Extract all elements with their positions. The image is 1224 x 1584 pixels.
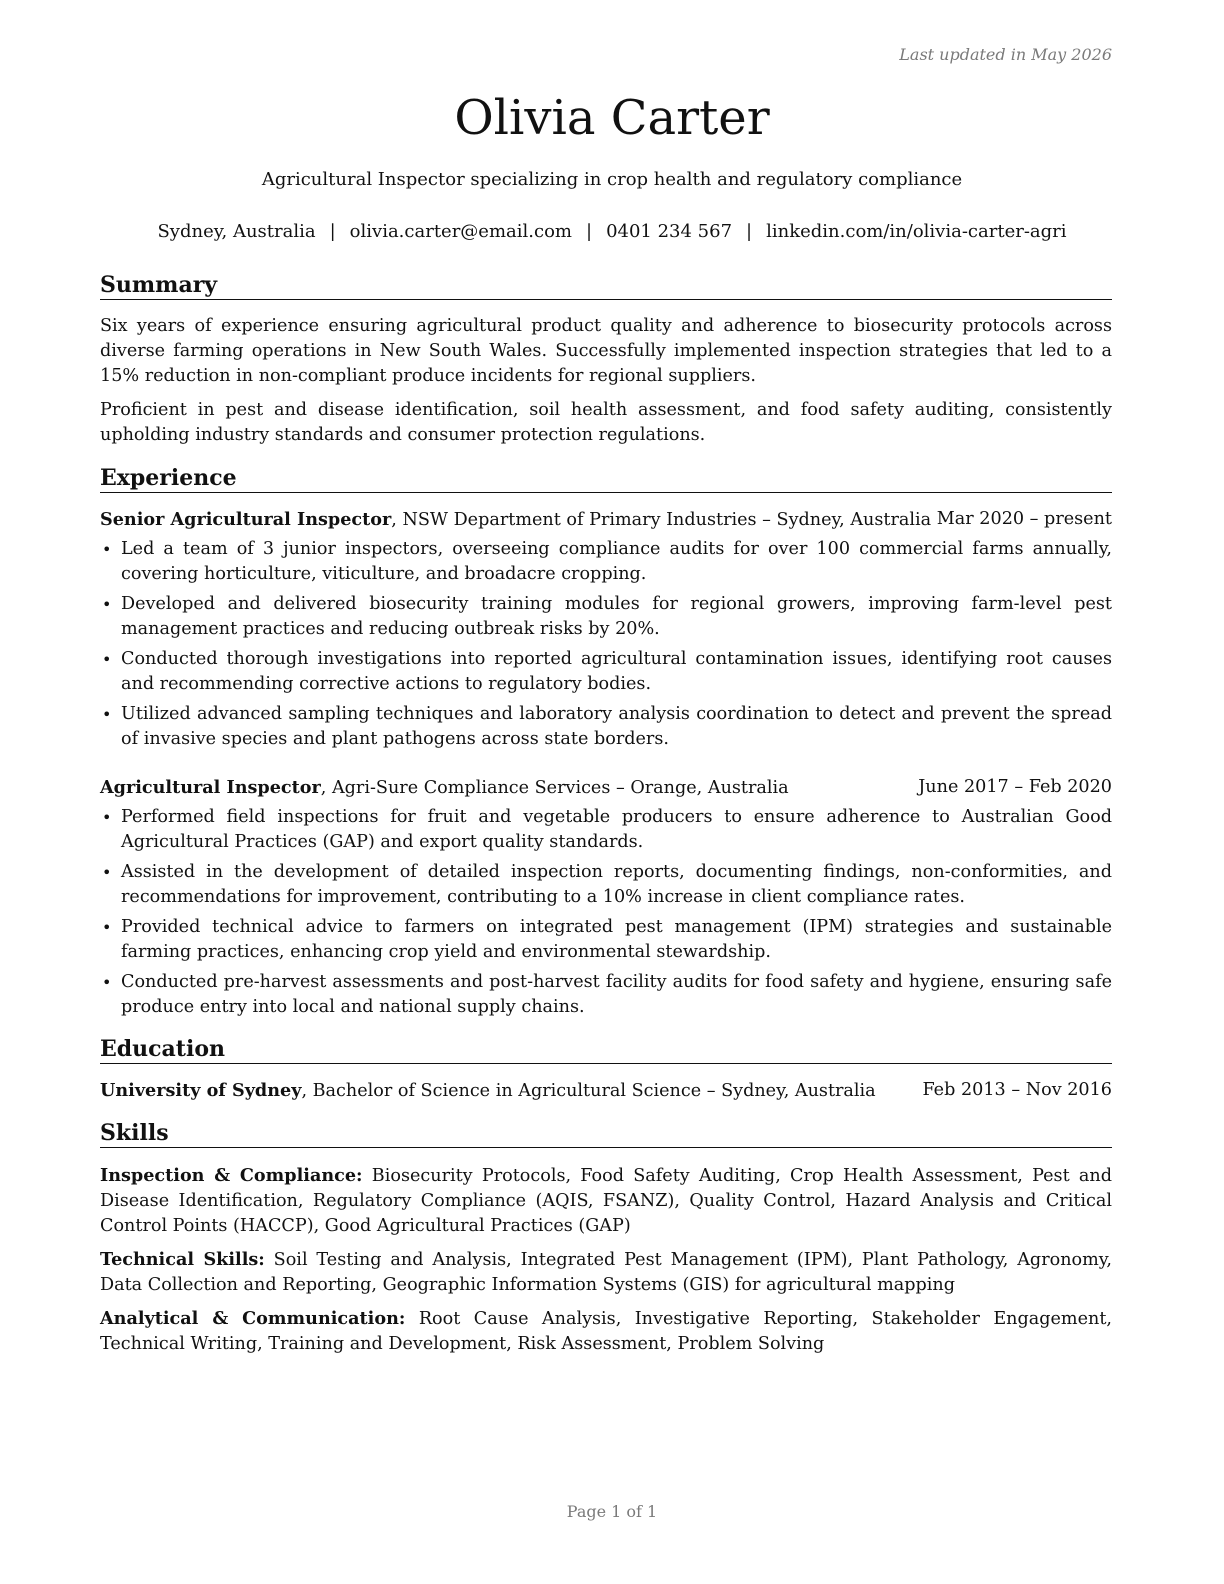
bullet-icon: •	[102, 650, 112, 669]
job-role: Senior Agricultural Inspector	[100, 509, 392, 530]
contact-email[interactable]: olivia.carter@email.com	[349, 221, 572, 242]
contact-linkedin[interactable]: linkedin.com/in/olivia-carter-agri	[766, 221, 1067, 242]
list-item: • Conducted thorough investigations into reported agricultural contamination issues, identifying root causes and recommending corrective actions to regulatory bodies.	[102, 649, 1112, 694]
skill-group-label: Analytical & Communication:	[100, 1308, 406, 1329]
school-name: University of Sydney	[100, 1080, 302, 1101]
section-title-education: Education	[100, 1036, 1112, 1064]
list-item: • Performed field inspections for fruit and vegetable producers to ensure adherence to Australian Good Agricultural Practices (GAP) and export quality standards.	[102, 807, 1112, 852]
job-dates: Mar 2020 – present	[936, 509, 1112, 529]
list-item: • Assisted in the development of detailed inspection reports, documenting findings, non-conformities, and recommendations for improvement, contributing to a 10% increase in client compliance rates.	[102, 862, 1112, 907]
section-title-skills: Skills	[100, 1120, 1112, 1148]
skill-group-text: Soil Testing and Analysis, Integrated Pest Management (IPM), Plant Pathology, Agronomy, Data Collection and Reporting, Geographic Information Systems (GIS) for agricultural mapping	[100, 1250, 1112, 1295]
bullet-icon: •	[102, 540, 112, 559]
skill-group-text: Biosecurity Protocols, Food Safety Auditing, Crop Health Assessment, Pest and Disease Identification, Regulatory Compliance (AQIS, FSANZ), Quality Control, Hazard Analysis and Critical Control Points (HACCP), Good Agricultural Practices (GAP)	[100, 1166, 1112, 1236]
skill-group	[100, 1163, 1112, 1239]
bullet-icon: •	[102, 918, 112, 937]
contact-separator: |	[585, 221, 593, 242]
summary-paragraph-1: Six years of experience ensuring agricultural product quality and adherence to biosecurity protocols across diverse farming operations in New South Wales. Successfully implemented inspection strategies that led to a 15% reduction in non-compliant produce incidents for regional suppliers.	[100, 316, 1112, 386]
job-title-line	[100, 775, 789, 801]
summary-paragraph-2: Proficient in pest and disease identification, soil health assessment, and food safety auditing, consistently upholding industry standards and consumer protection regulations.	[100, 400, 1112, 445]
contact-location: Sydney, Australia	[157, 221, 316, 242]
tagline: Agricultural Inspector specializing in crop health and regulatory compliance	[261, 169, 963, 190]
skill-group-text: Root Cause Analysis, Investigative Reporting, Stakeholder Engagement, Technical Writing, Training and Development, Risk Assessment, Problem Solving	[100, 1309, 1113, 1354]
job-title-line	[100, 507, 931, 533]
education-line	[100, 1078, 876, 1104]
section-title-experience: Experience	[100, 465, 1112, 493]
job-header	[100, 507, 1112, 533]
skill-group	[100, 1247, 1112, 1298]
education-entry	[100, 1078, 1112, 1104]
job-header	[100, 775, 1112, 801]
contact-phone: 0401 234 567	[606, 221, 733, 242]
bullet-icon: •	[102, 863, 112, 882]
contact-line	[0, 220, 1224, 244]
job-bullets	[100, 537, 1112, 757]
candidate-name: Olivia Carter	[454, 90, 770, 146]
contact-separator: |	[746, 221, 753, 242]
skill-group	[100, 1306, 1112, 1357]
bullet-icon: •	[102, 973, 112, 992]
job-bullets	[100, 805, 1112, 1025]
list-item: • Provided technical advice to farmers on integrated pest management (IPM) strategies and sustainable farming practices, enhancing crop yield and environmental stewardship.	[102, 917, 1112, 962]
skill-group-label: Technical Skills:	[100, 1249, 265, 1270]
last-updated: Last updated in May 2026	[899, 45, 1112, 64]
bullet-icon: •	[102, 705, 112, 724]
page-number: Page 1 of 1	[566, 1502, 658, 1521]
contact-separator: |	[329, 221, 336, 242]
bullet-icon: •	[102, 808, 112, 827]
list-item: • Utilized advanced sampling techniques and laboratory analysis coordination to detect and prevent the spread of invasive species and plant pathogens across state borders.	[102, 704, 1112, 749]
job-role: Agricultural Inspector	[100, 777, 321, 798]
job-org: , NSW Department of Primary Industries – Sydney, Australia	[391, 510, 932, 530]
degree: , Bachelor of Science in Agricultural Science – Sydney, Australia	[301, 1081, 876, 1101]
list-item: • Developed and delivered biosecurity training modules for regional growers, improving farm-level pest management practices and reducing outbreak risks by 20%.	[102, 594, 1112, 639]
job-dates: June 2017 – Feb 2020	[918, 777, 1112, 797]
list-item: • Conducted pre-harvest assessments and post-harvest facility audits for food safety and hygiene, ensuring safe produce entry into local and national supply chains.	[102, 972, 1112, 1017]
skill-group-label: Inspection & Compliance:	[100, 1165, 363, 1186]
bullet-icon: •	[102, 595, 112, 614]
section-title-summary: Summary	[100, 272, 1112, 300]
list-item: • Led a team of 3 junior inspectors, overseeing compliance audits for over 100 commercial farms annually, covering horticulture, viticulture, and broadacre cropping.	[102, 539, 1112, 584]
education-dates: Feb 2013 – Nov 2016	[922, 1080, 1112, 1100]
job-org: , Agri-Sure Compliance Services – Orange, Australia	[320, 778, 789, 798]
